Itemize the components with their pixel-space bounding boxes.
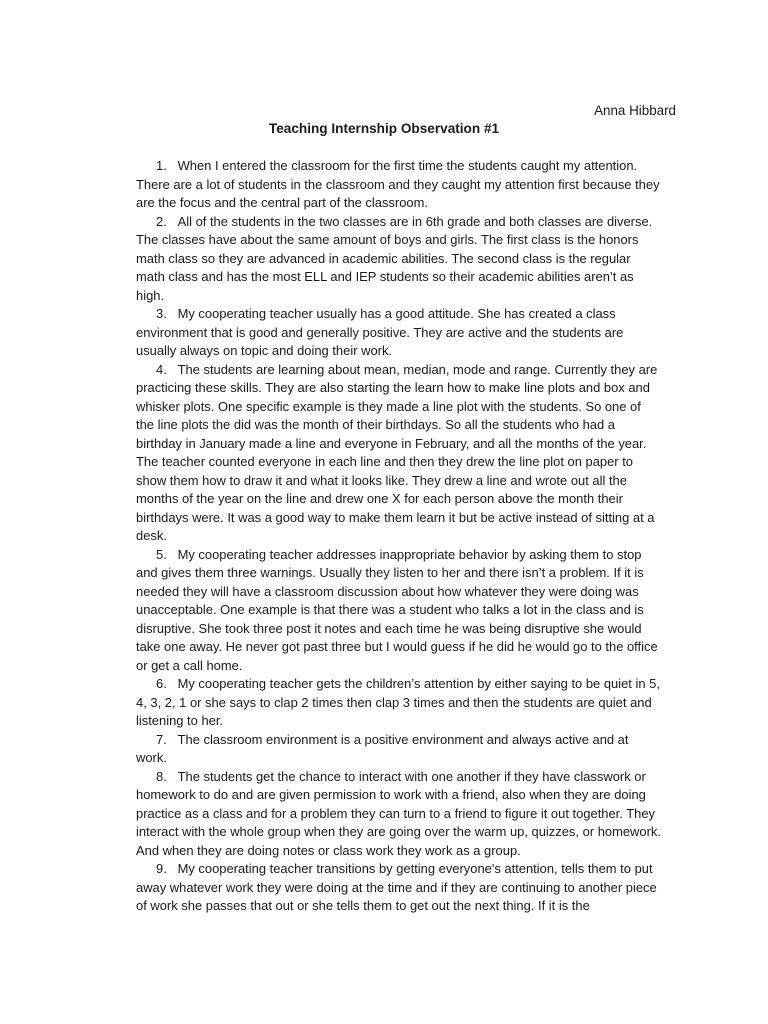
list-item xyxy=(136,768,662,861)
item-number: 2. xyxy=(156,213,167,229)
item-text: My cooperating teacher usually has a good attitude. She has created a class environment that is good and generally positive. They are active and the students are usually always on topic and doing their work. xyxy=(136,306,624,358)
observation-list xyxy=(136,157,662,916)
item-text: The students get the chance to interact with one another if they have classwork or homework to do and are given permission to work with a friend, also when they are doing practice as a class and for a problem they can turn to a friend to figure it out together. They interact with the whole group when they are going over the warm up, quizzes, or homework. And when they are doing notes or class work they work as a group. xyxy=(136,768,661,858)
list-item xyxy=(136,157,662,213)
list-item xyxy=(136,305,662,361)
document-title: Teaching Internship Observation #1 xyxy=(268,121,500,136)
item-text: My cooperating teacher gets the children’s attention by either saying to be quiet in 5, 4, 3, 2, 1 or she says to clap 2 times then clap 3 times and then the students are quiet and listening to her. xyxy=(136,676,660,728)
item-text: All of the students in the two classes are in 6th grade and both classes are diverse. The classes have about the same amount of boys and girls. The first class is the honors math class so they are advanced in academic abilities. The second class is the regular math class and has the most ELL and IEP students so their academic abilities aren’t as high. xyxy=(136,213,653,303)
item-number: 4. xyxy=(156,361,167,377)
item-number: 3. xyxy=(156,306,167,321)
item-number: 9. xyxy=(156,861,167,876)
list-item xyxy=(136,731,662,768)
item-text: The students are learning about mean, median, mode and range. Currently they are practicing these skills. They are also starting the learn how to make line plots and box and whisker plots. One specific example is they made a line plot with the students. So one of the line plots the did was the month of their birthdays. So all the students who had a birthday in January made a line and everyone in February, and all the months of the year. The teacher counted everyone in each line and then they drew the line plot on paper to show them how to draw it and what it looks like. They drew a line and wrote out all the months of the year on the line and drew one X for each person above the month their birthdays were. It was a good way to make them learn it but be active instead of sitting at a desk. xyxy=(136,361,658,543)
item-number: 6. xyxy=(156,676,167,691)
item-text: The classroom environment is a positive environment and always active and at work. xyxy=(136,731,629,765)
list-item xyxy=(136,213,662,306)
list-item xyxy=(136,546,662,676)
author-name: Anna Hibbard xyxy=(594,103,676,118)
item-text: My cooperating teacher addresses inappropriate behavior by asking them to stop and gives them three warnings. Usually they listen to her and there isn’t a problem. If it is needed they will have a classroom discussion about how whatever they were doing was unacceptable. One example is that there was a student who talks a lot in the class and is disruptive. She took three post it notes and each time he was being disruptive she would take one away. He never got past three but I would guess if he did he would go to the office or get a call home. xyxy=(136,546,658,673)
item-number: 8. xyxy=(156,768,167,784)
item-number: 1. xyxy=(156,158,167,173)
list-item xyxy=(136,675,662,731)
list-item xyxy=(136,361,662,546)
item-text: When I entered the classroom for the first time the students caught my attention. There are a lot of students in the classroom and they caught my attention first because they are the focus and the central part of the classroom. xyxy=(136,158,660,210)
item-number: 5. xyxy=(156,546,167,562)
item-text: My cooperating teacher transitions by getting everyone's attention, tells them to put away whatever work they were doing at the time and if they are continuing to another piece of work she passes that out or she tells them to get out the next thing. If it is the xyxy=(136,861,657,913)
item-number: 7. xyxy=(156,731,167,747)
list-item xyxy=(136,860,662,916)
